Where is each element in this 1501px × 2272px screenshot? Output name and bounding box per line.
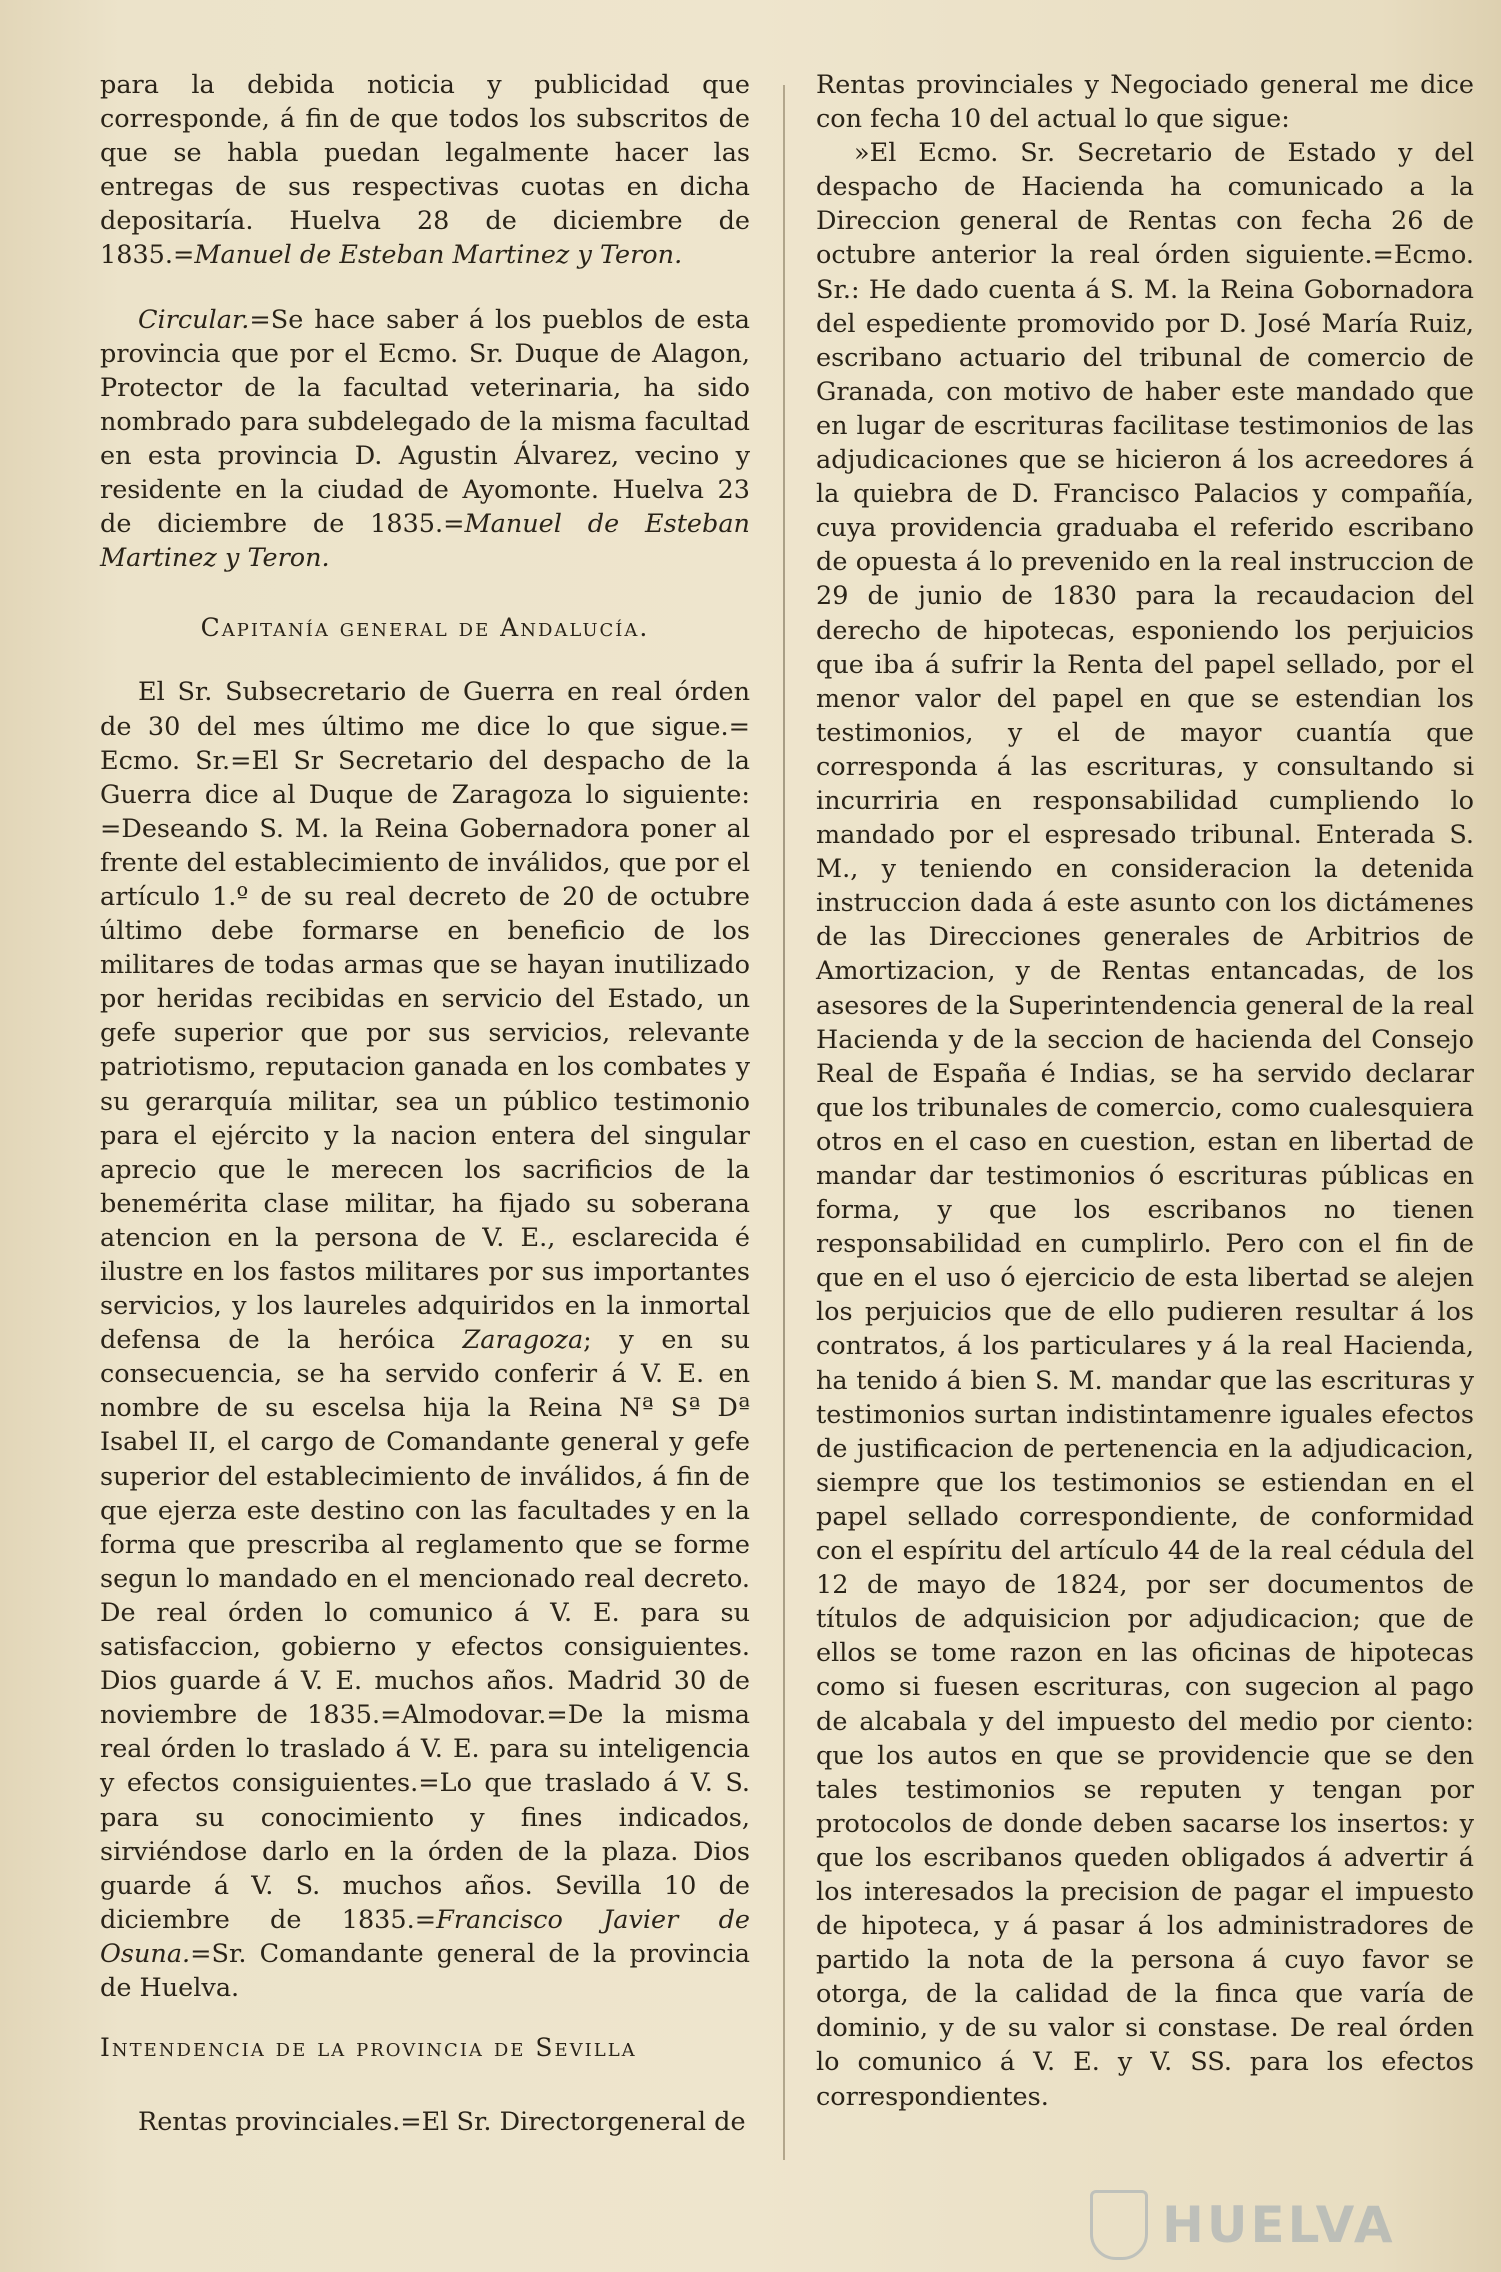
section-heading-intendencia: Intendencia de la provincia de Sevilla (100, 2033, 637, 2063)
signature: Manuel de Esteban Martinez y Teron. (194, 240, 683, 271)
left-paragraph-circular: Circular.=Se hace saber á los pueblos de esta provincia que por el Ecmo. Sr. Duque de Alagon, Protector de la facultad veterinaria, ha sido nombrado para subdelegado de la misma facultad en esta provincia D. Agustin Álvarez, vecino y residente en la ciudad de Ayomonte. Huelva 23 de diciembre de 1835.=Manuel de Esteban Martinez y Teron. (100, 304, 750, 574)
right-paragraph-1: Rentas provinciales y Negociado general me dice con fecha 10 del actual lo que sigue: (816, 70, 1474, 135)
right-column (816, 68, 1474, 2114)
left-column (100, 68, 750, 2139)
signature: Manuel de Esteban Martinez y Teron. (100, 509, 750, 574)
left-paragraph-capitania: El Sr. Subsecretario de Guerra en real órden de 30 del mes último me dice lo que sigue.= Ecmo. Sr.=El Sr Secretario del despacho de la Guerra dice al Duque de Zaragoza lo siguiente: =Deseando S. M. la Reina Gobernadora poner al frente del establecimiento de inválidos, que por el artículo 1.º de su real decreto de 20 de octubre último debe formarse en beneficio de los militares de todas armas que se hayan inutilizado por heridas recibidas en servicio del Estado, un gefe superior que por sus servicios, relevante patriotismo, reputacion ganada en los combates y su gerarquía militar, sea un público testimonio para el ejército y la nacion entera del singular aprecio que le merecen los sacrificios de la benemérita clase militar, ha fijado su soberana atencion en la persona de V. E., esclarecida é ilustre en los fastos militares por sus importantes servicios, y los laureles adquiridos en la inmortal defensa de la heróica Zaragoza; y en su consecuencia, se ha servido conferir á V. E. en nombre de su escelsa hija la Reina Nª Sª Dª Isabel II, el cargo de Comandante general y gefe superior del establecimiento de inválidos, á fin de que ejerza este destino con las facultades y en la forma que prescriba al reglamento que se forme segun lo mandado en el mencionado real decreto. De real órden lo comunico á V. E. para su satisfaccion, gobierno y efectos consiguientes. Dios guarde á V. E. muchos años. Madrid 30 de noviembre de 1835.=Almodovar.=De la misma real órden lo traslado á V. E. para su inteligencia y efectos consiguientes.=Lo que traslado á V. S. para su conocimiento y fines indicados, sirviéndose darlo en la órden de la plaza. Dios guarde á V. S. muchos años. Sevilla 10 de diciembre de 1835.=Francisco Javier de Osuna.=Sr. Comandante general de la provincia de Huelva. (100, 677, 751, 2003)
left-paragraph-rentas: Rentas provinciales.=El Sr. Directorgeneral de (138, 2107, 746, 2138)
section-heading-capitania: Capitanía general de Andalucía. (200, 613, 650, 643)
right-paragraph-royal-order: »El Ecmo. Sr. Secretario de Estado y del despacho de Hacienda ha comunicado a la Direccion general de Rentas con fecha 26 de octubre anterior la real órden siguiente.=Ecmo. Sr.: He dado cuenta á S. M. la Reina Gobornadora del espediente promovido por D. José María Ruiz, escribano actuario del tribunal de comercio de Granada, con motivo de haber este mandado que en lugar de escrituras facilitase testimonios de las adjudicaciones que se hicieron á los acreedores á la quiebra de D. Francisco Palacios y compañía, cuya providencia graduaba el referido escribano de opuesta á lo prevenido en la real instruccion de 29 de junio de 1830 para la recaudacion del derecho de hipotecas, esponiendo los perjuicios que iba á sufrir la Renta del papel sellado, por el menor valor del papel en que se estendian los testimonios, y el de mayor cuantía que corresponda á las escrituras, y consultando si incurriria en responsabilidad cumpliendo lo mandado por el espresado tribunal. Enterada S. M., y teniendo en consideracion la detenida instruccion dada á este asunto con los dictámenes de las Direcciones generales de Arbitrios de Amortizacion, y de Rentas entancadas, de los asesores de la Superintendencia general de la real Hacienda y de la seccion de hacienda del Consejo Real de España é Indias, se ha servido declarar que los tribunales de comercio, como cualesquiera otros en el caso en cuestion, estan en libertad de mandar dar testimonios ó escrituras públicas en forma, y que los escribanos no tienen responsabilidad en cumplirlo. Pero con el fin de que en el uso ó ejercicio de esta libertad se alejen los perjuicios que de ello pudieren resultar á los contratos, á los particulares y á la real Hacienda, ha tenido á bien S. M. mandar que las escrituras y testimonios surtan indistintamenre iguales efectos de justificacion de pertenencia en la adjudicacion, siempre que los testimonios se estiendan en el papel sellado correspondiente, de conformidad con el espíritu del artículo 44 de la real cédula del 12 de mayo de 1824, por ser documentos de títulos de adquisicion por adjudicacion; que de ellos se tome razon en las oficinas de hipotecas como si fuesen escrituras, con sugecion al pago de alcabala y del impuesto del medio por ciento: que los autos en que se providencie que se den tales testimonios se reputen y tengan por protocolos de donde deben sacarse los insertos: y que los escribanos queden obligados á advertir á los interesados la precision de pagar el impuesto de hipoteca, y á pasar á los administradores de partido la nota de la persona á cuyo favor se otorga, de la calidad de la finca que varía de dominio, y de su valor si constase. De real órden lo comunico á V. E. y V. SS. para los efectos correspondientes. (816, 138, 1474, 2112)
signature: Francisco Javier de Osuna. (100, 1904, 751, 1969)
watermark-text: HUELVA (1162, 2196, 1396, 2254)
column-divider (783, 85, 785, 2160)
left-paragraph-1: para la debida noticia y publicidad que corresponde, á fin de que todos los subscritos de que se habla puedan legalmente hacer las entregas de sus respectivas cuotas en dicha depositaría. Huelva 28 de diciembre de 1835.=Manuel de Esteban Martinez y Teron. (100, 70, 750, 271)
archive-watermark (1090, 2185, 1480, 2265)
archive-shield-icon (1090, 2190, 1148, 2260)
